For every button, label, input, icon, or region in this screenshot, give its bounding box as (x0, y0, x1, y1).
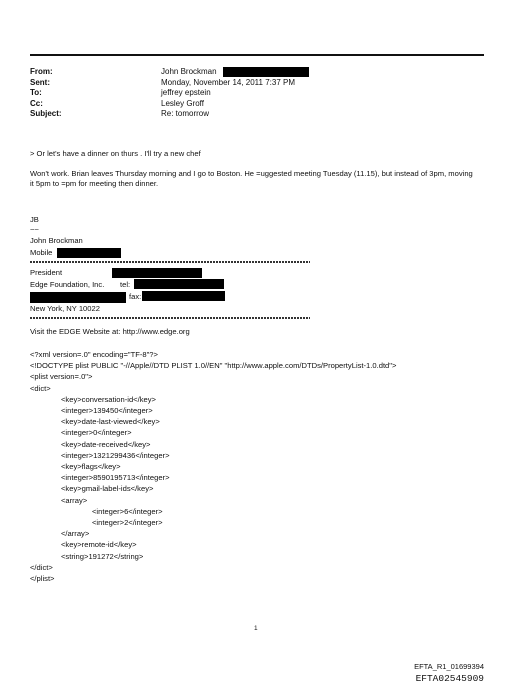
plist-line: </array> (61, 529, 90, 539)
plist-line: <key>gmail-label-ids</key> (61, 484, 154, 494)
plist-line: <integer>1321299436</integer> (61, 450, 170, 460)
redaction-box (112, 268, 202, 278)
redaction-box (30, 292, 126, 303)
from-row (30, 67, 309, 78)
plist-line: </plist> (30, 574, 55, 583)
sent-row (30, 78, 309, 89)
cc-label: Cc: (30, 98, 43, 108)
to-label: To: (30, 88, 42, 97)
tilde-divider (30, 261, 310, 263)
signature-org: Edge Foundation, Inc. (30, 280, 105, 289)
redaction-box (134, 279, 224, 289)
plist-line: <key>conversation-id</key> (61, 394, 156, 404)
plist-line: <key>flags</key> (61, 462, 121, 471)
cc-row (30, 99, 309, 110)
plist-line: <integer>8590195713</integer> (61, 473, 170, 483)
plist-line: <key>date-last-viewed</key> (61, 417, 160, 427)
signature-dash: ~~ (30, 225, 39, 234)
header-divider (30, 54, 484, 56)
quoted-line: > Or let's have a dinner on thurs . I'll try a new chef (30, 149, 201, 158)
subject-value: Re: tomorrow (161, 109, 210, 118)
redaction-box (142, 291, 225, 301)
body-paragraph: Won't work. Brian leaves Thursday morning and I go to Boston. He =uggested meeting Tuesday (11.15), but instead of 3pm, moving it 5pm to =pm for meeting then dinner. (30, 169, 473, 188)
footer-id-large: EFTA02545909 (415, 673, 484, 684)
fax-label: fax: (129, 292, 142, 301)
plist-line: <!DOCTYPE plist PUBLIC "-//Apple//DTD PLIST 1.0//EN" "http://www.apple.com/DTDs/PropertyList-1.0.dtd"> (30, 361, 397, 371)
plist-line: <integer>2</integer> (92, 518, 163, 527)
from-label: From: (30, 67, 53, 76)
signature-name: John Brockman (30, 236, 83, 245)
to-row (30, 88, 309, 99)
plist-line: <integer>139450</integer> (61, 406, 153, 415)
sent-value: Monday, November 14, 2011 7:37 PM (161, 77, 295, 87)
plist-line: <?xml version=.0" encoding="TF-8"?> (30, 350, 158, 359)
tel-label: tel: (120, 280, 131, 289)
plist-line: <integer>6</integer> (92, 506, 163, 516)
signature-title: President (30, 268, 63, 277)
plist-line: <plist version=.0"> (30, 372, 93, 382)
sent-label: Sent: (30, 77, 50, 87)
subject-label: Subject: (30, 109, 62, 118)
cc-value: Lesley Groff (161, 98, 204, 108)
plist-line: <string>191272</string> (61, 551, 144, 561)
footer-id-small: EFTA_R1_01699394 (414, 662, 484, 671)
tilde-divider (30, 317, 310, 319)
subject-row (30, 109, 309, 120)
to-value: jeffrey epstein (161, 88, 211, 97)
signature-city: New York, NY 10022 (30, 304, 100, 313)
redaction-box (223, 67, 309, 77)
from-value: John Brockman (161, 67, 217, 76)
plist-line: <integer>0</integer> (61, 428, 132, 438)
plist-line: <key>date-received</key> (61, 439, 151, 449)
redaction-box (57, 248, 121, 258)
signature-mobile (30, 248, 121, 258)
email-header (30, 67, 309, 120)
page-number: 1 (254, 625, 258, 632)
plist-line: <dict> (30, 383, 51, 393)
plist-line: </dict> (30, 562, 53, 572)
mobile-label: Mobile (30, 248, 53, 257)
initials: JB (30, 215, 39, 224)
visit-line: Visit the EDGE Website at: http://www.edge.org (30, 327, 190, 336)
plist-line: <array> (61, 495, 88, 505)
plist-line: <key>remote-id</key> (61, 540, 137, 550)
